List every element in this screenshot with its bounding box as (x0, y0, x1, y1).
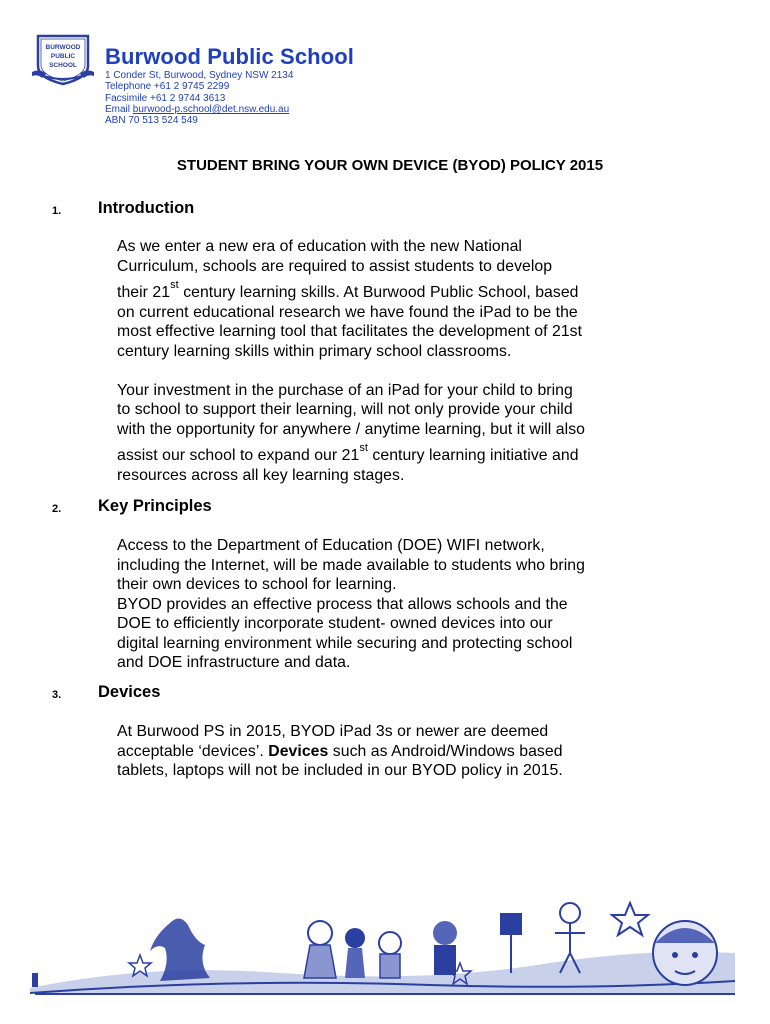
superscript: st (359, 441, 368, 454)
intro-line: most effective learning tool that facilitates the development of 21st (117, 323, 583, 340)
section-2-body (117, 536, 677, 673)
principles-line: their own devices to school for learning. (117, 576, 397, 593)
intro-line: to school to support their learning, will not only provide your child (117, 401, 573, 418)
intro-line: on current educational research we have found the iPad to be the (117, 303, 578, 321)
devices-line: tablets, laptops will not be included in our BYOD policy in 2015. (117, 762, 563, 779)
section-2-number: 2. (52, 503, 62, 515)
intro-line: Curriculum, schools are required to assist students to develop (117, 257, 553, 275)
intro-line: with the opportunity for anywhere / anytime learning, but it will also (117, 420, 585, 438)
devices-bold: Devices (268, 742, 329, 760)
section-1-body (117, 237, 677, 485)
school-name: Burwood Public School (105, 44, 354, 69)
facsimile: Facsimile +61 2 9744 3613 (105, 92, 226, 104)
school-crest-icon (32, 32, 94, 86)
address: 1 Conder St, Burwood, Sydney NSW 2134 (105, 70, 294, 81)
section-3-heading: Devices (98, 683, 161, 701)
abn: ABN 70 513 524 549 (105, 115, 198, 127)
section-1-heading: Introduction (98, 199, 195, 217)
section-3-body (117, 722, 677, 781)
intro-line: century learning skills within primary school classrooms. (117, 342, 512, 360)
crest-line-1: BURWOOD (45, 44, 81, 51)
superscript: st (170, 278, 179, 291)
children-drawing-banner (30, 893, 735, 1003)
star-icon (612, 903, 648, 935)
devices-line: acceptable ‘devices’. Devices such as Android/Windows based (117, 742, 563, 760)
intro-line: resources across all key learning stages. (117, 466, 405, 484)
telephone: Telephone +61 2 9745 2299 (105, 81, 230, 93)
devices-line: At Burwood PS in 2015, BYOD iPad 3s or newer are deemed (117, 723, 549, 740)
footer-divider (35, 993, 735, 995)
intro-line: Your investment in the purchase of an iPad for your child to bring (117, 381, 573, 399)
contact-details (105, 70, 293, 126)
principles-line: digital learning environment while securing and protecting school (117, 634, 573, 652)
email-row (105, 104, 293, 115)
intro-line: assist our school to expand our 21st century learning initiative and (117, 441, 579, 464)
crest-line-2: PUBLIC (50, 53, 76, 60)
principles-line: and DOE infrastructure and data. (117, 654, 351, 671)
section-1-number: 1. (52, 205, 62, 217)
principles-line: Access to the Department of Education (DOE) WIFI network, (117, 537, 545, 554)
email-label: Email (105, 103, 133, 115)
principles-line: including the Internet, will be made available to students who bring (117, 556, 585, 574)
section-3-number: 3. (52, 689, 62, 701)
document-title: STUDENT BRING YOUR OWN DEVICE (BYOD) POLICY 2015 (176, 157, 604, 174)
principles-line: DOE to efficiently incorporate student- owned devices into our (117, 615, 553, 632)
principles-line: BYOD provides an effective process that allows schools and the (117, 595, 568, 613)
section-2-heading: Key Principles (98, 497, 212, 515)
intro-line: As we enter a new era of education with the new National (117, 238, 522, 255)
email-link[interactable]: burwood-p.school@det.nsw.edu.au (132, 103, 290, 115)
crest-line-3: SCHOOL (49, 62, 77, 69)
intro-line: their 21st century learning skills. At Burwood Public School, based (117, 278, 579, 301)
